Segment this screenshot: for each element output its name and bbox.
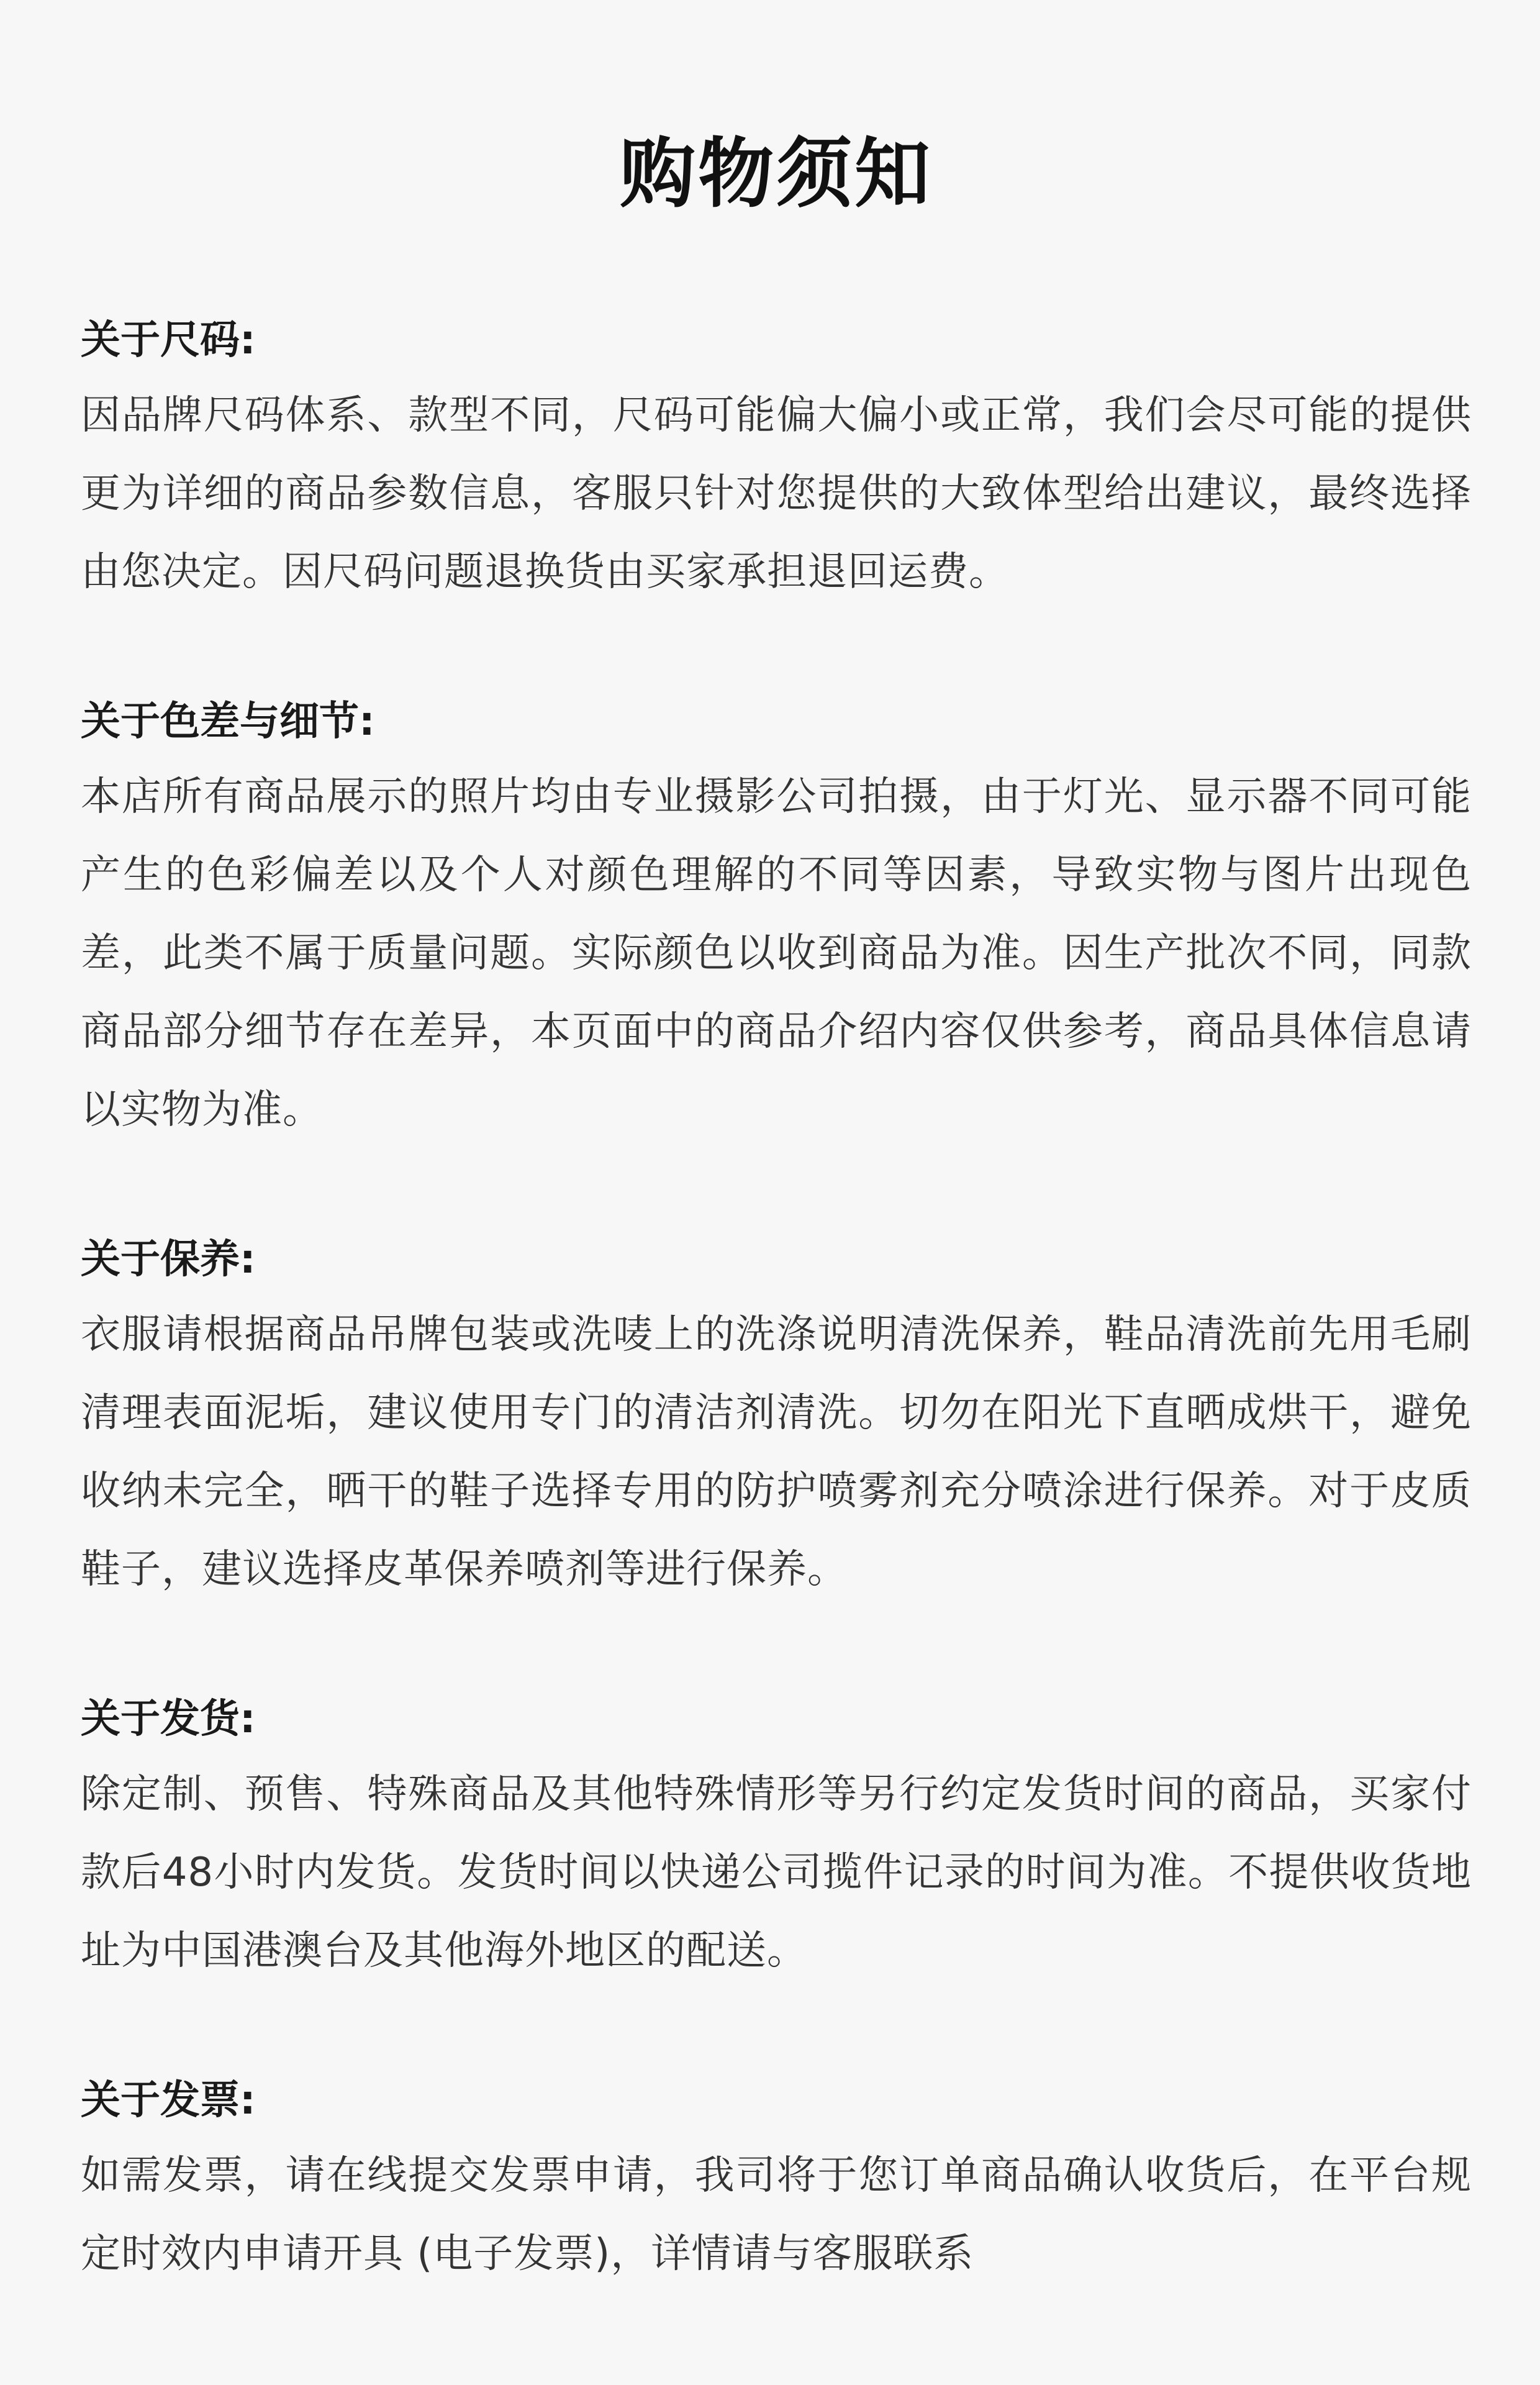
page-title: 购物须知 xyxy=(620,130,933,218)
section-size xyxy=(81,304,1472,611)
section-body-size: 因品牌尺码体系、款型不同，尺码可能偏大偏小或正常，我们会尽可能的提供更为详细的商品参数信息，客服只针对您提供的大致体型给出建议，最终选择由您决定。因尺码问题退换货由买家承担退回运费。 xyxy=(81,393,1472,595)
section-body-invoice: 如需发票，请在线提交发票申请，我司将于您订单商品确认收货后，在平台规定时效内申请开具 (电子发票)，详情请与客服联系 xyxy=(81,2153,1472,2277)
section-heading-care: 关于保养: xyxy=(81,1237,256,1283)
section-body-color-detail: 本店所有商品展示的照片均由专业摄影公司拍摄，由于灯光、显示器不同可能产生的色彩偏差以及个人对颜色理解的不同等因素，导致实物与图片出现色差，此类不属于质量问题。实际颜色以收到商品为准。因生产批次不同，同款商品部分细节存在差异，本页面中的商品介绍内容仅供参考，商品具体信息请以实物为准。 xyxy=(81,774,1472,1133)
section-care xyxy=(81,1224,1472,1609)
section-shipping xyxy=(81,1683,1472,1990)
section-heading-size: 关于尺码: xyxy=(81,317,256,363)
section-color-detail xyxy=(81,686,1472,1149)
section-heading-invoice: 关于发票: xyxy=(81,2078,256,2124)
section-invoice xyxy=(81,2065,1472,2293)
section-body-care: 衣服请根据商品吊牌包装或洗唛上的洗涤说明清洗保养，鞋品清洗前先用毛刷清理表面泥垢，建议使用专门的清洁剂清洗。切勿在阳光下直晒成烘干，避免收纳未完全，晒干的鞋子选择专用的防护喷雾剂充分喷涂进行保养。对于皮质鞋子，建议选择皮革保养喷剂等进行保养。 xyxy=(81,1312,1472,1592)
section-heading-color-detail: 关于色差与细节: xyxy=(81,699,375,745)
notice-sections xyxy=(81,304,1472,2293)
section-body-shipping: 除定制、预售、特殊商品及其他特殊情形等另行约定发货时间的商品，买家付款后48小时内发货。发货时间以快递公司揽件记录的时间为准。不提供收货地址为中国港澳台及其他海外地区的配送。 xyxy=(81,1771,1472,1974)
section-heading-shipping: 关于发货: xyxy=(81,1696,256,1742)
